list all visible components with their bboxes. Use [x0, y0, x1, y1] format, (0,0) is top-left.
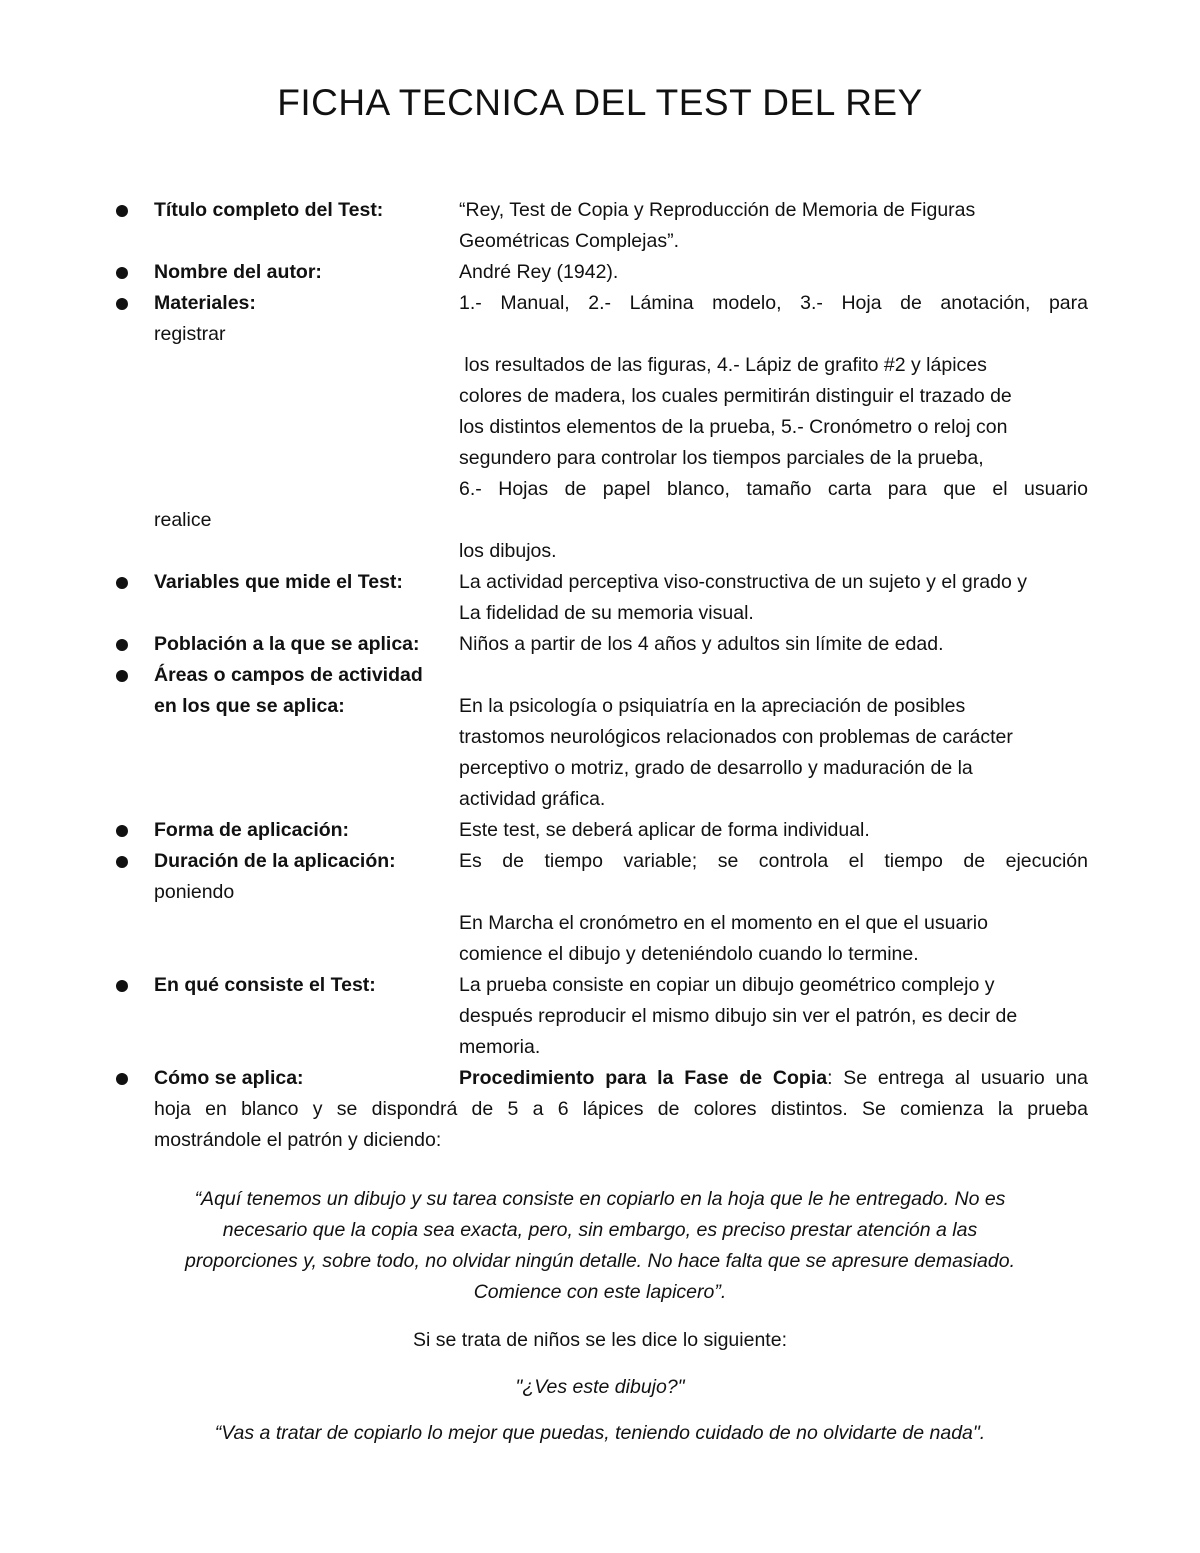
- value-consiste-line3: memoria.: [459, 1036, 541, 1058]
- value-materiales-cont1: registrar: [154, 323, 226, 345]
- value-titulo-line1: “Rey, Test de Copia y Reproducción de Memoria de Figuras: [459, 199, 976, 221]
- label-duracion: Duración de la aplicación:: [154, 850, 396, 872]
- bullet-icon: [116, 205, 128, 217]
- value-materiales-line2: los resultados de las figuras, 4.- Lápiz de grafito #2 y lápices: [459, 354, 987, 376]
- value-materiales-line6: 6.- Hojas de papel blanco, tamaño carta para que el usuario: [459, 478, 1088, 500]
- bullet-icon: [116, 1073, 128, 1085]
- bullet-icon: [116, 298, 128, 310]
- value-areas-line3: perceptivo o motriz, grado de desarrollo y maduración de la: [459, 757, 973, 779]
- value-materiales-cont2: realice: [154, 509, 212, 531]
- value-areas-line1: En la psicología o psiquiatría en la apreciación de posibles: [459, 695, 966, 717]
- bullet-icon: [116, 670, 128, 682]
- label-variables: Variables que mide el Test:: [154, 571, 403, 593]
- value-duracion-line1: Es de tiempo variable; se controla el tiempo de ejecución: [459, 850, 1088, 872]
- value-materiales-line7: los dibujos.: [459, 540, 557, 562]
- ninos-text: Si se trata de niños se les dice lo siguiente:: [413, 1329, 787, 1351]
- quote-line2: necesario que la copia sea exacta, pero, sin embargo, es preciso prestar atención a las: [222, 1219, 978, 1241]
- quote-line3: proporciones y, sobre todo, no olvidar ningún detalle. No hace falta que se apresure demasiado.: [185, 1250, 1015, 1272]
- bullet-icon: [116, 825, 128, 837]
- value-consiste-line1: La prueba consiste en copiar un dibujo geométrico complejo y: [459, 974, 995, 996]
- value-variables-line2: La fidelidad de su memoria visual.: [459, 602, 754, 624]
- label-poblacion: Población a la que se aplica:: [154, 633, 420, 655]
- label-titulo: Título completo del Test:: [154, 199, 384, 221]
- page-title: FICHA TECNICA DEL TEST DEL REY: [277, 82, 923, 123]
- value-consiste-line2: después reproducir el mismo dibujo sin ver el patrón, es decir de: [459, 1005, 1018, 1027]
- value-materiales-line4: los distintos elementos de la prueba, 5.- Cronómetro o reloj con: [459, 416, 1008, 438]
- value-materiales-line5: segundero para controlar los tiempos parciales de la prueba,: [459, 447, 984, 469]
- bullet-icon: [116, 267, 128, 279]
- label-forma: Forma de aplicación:: [154, 819, 350, 841]
- value-areas-line2: trastomos neurológicos relacionados con problemas de carácter: [459, 726, 1013, 748]
- label-autor: Nombre del autor:: [154, 261, 322, 283]
- value-duracion-cont1: poniendo: [154, 881, 235, 903]
- bullet-icon: [116, 980, 128, 992]
- bullet-icon: [116, 639, 128, 651]
- value-duracion-line3: comience el dibujo y deteniéndolo cuando lo termine.: [459, 943, 919, 965]
- label-como: Cómo se aplica:: [154, 1067, 304, 1089]
- value-materiales-line1: 1.- Manual, 2.- Lámina modelo, 3.- Hoja de anotación, para: [459, 292, 1088, 314]
- quote-line4: Comience con este lapicero”.: [473, 1281, 727, 1303]
- quote2: "¿Ves este dibujo?": [515, 1376, 685, 1398]
- label-areas-line1: Áreas o campos de actividad: [154, 664, 423, 686]
- quote-line1: “Aquí tenemos un dibujo y su tarea consiste en copiarlo en la hoja que le he entregado. No es: [194, 1188, 1006, 1210]
- procedure-text: : Se entrega al usuario una: [827, 1067, 1088, 1089]
- value-como-line2: hoja en blanco y se dispondrá de 5 a 6 lápices de colores distintos. Se comienza la prueba: [154, 1098, 1088, 1120]
- value-titulo-line2: Geométricas Complejas”.: [459, 230, 679, 252]
- value-materiales-line3: colores de madera, los cuales permitirán distinguir el trazado de: [459, 385, 1012, 407]
- value-poblacion: Niños a partir de los 4 años y adultos sin límite de edad.: [459, 633, 944, 655]
- quote3: “Vas a tratar de copiarlo lo mejor que puedas, teniendo cuidado de no olvidarte de nada".: [214, 1422, 986, 1444]
- procedure-heading: Procedimiento para la Fase de Copia: [459, 1067, 828, 1089]
- label-areas-line2: en los que se aplica:: [154, 695, 345, 717]
- label-consiste: En qué consiste el Test:: [154, 974, 376, 996]
- label-materiales: Materiales:: [154, 292, 256, 314]
- value-areas-line4: actividad gráfica.: [459, 788, 606, 810]
- value-forma: Este test, se deberá aplicar de forma individual.: [459, 819, 870, 841]
- bullet-icon: [116, 577, 128, 589]
- value-variables-line1: La actividad perceptiva viso-constructiva de un sujeto y el grado y: [459, 571, 1027, 593]
- value-autor: André Rey (1942).: [459, 261, 619, 283]
- value-como-line1: [459, 1063, 1088, 1094]
- bullet-icon: [116, 856, 128, 868]
- value-duracion-line2: En Marcha el cronómetro en el momento en el que el usuario: [459, 912, 988, 934]
- value-como-line3: mostrándole el patrón y diciendo:: [154, 1129, 442, 1151]
